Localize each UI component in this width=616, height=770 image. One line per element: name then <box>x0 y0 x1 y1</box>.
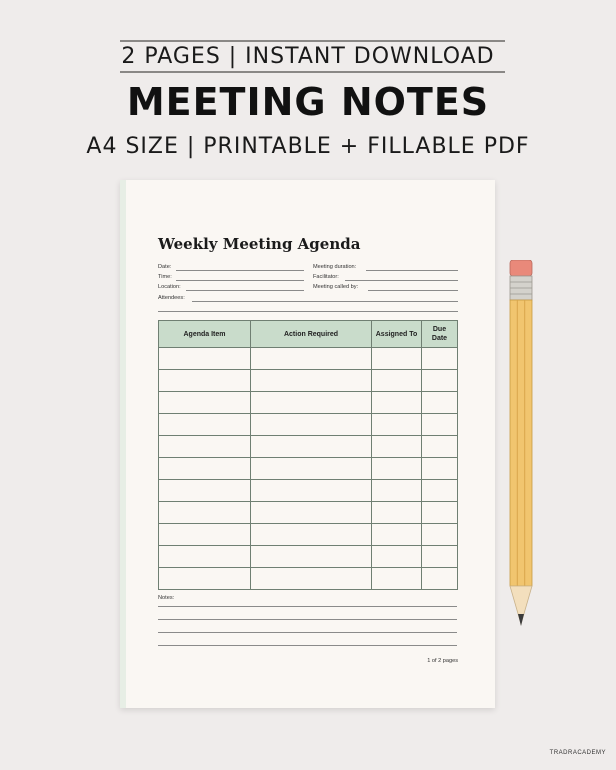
facilitator-label: Facilitator: <box>313 274 339 280</box>
pencil-icon <box>505 260 537 632</box>
assigned-to-cell[interactable] <box>372 414 422 436</box>
assigned-to-cell[interactable] <box>372 524 422 546</box>
due-date-cell[interactable] <box>422 436 458 458</box>
action-required-cell[interactable] <box>251 568 372 590</box>
attendees-field[interactable] <box>192 301 458 302</box>
agenda-item-cell[interactable] <box>159 414 251 436</box>
header-pages-line: 2 PAGES | INSTANT DOWNLOAD <box>121 44 495 69</box>
header-top-rule <box>120 40 505 42</box>
notes-line[interactable] <box>158 619 457 620</box>
agenda-table <box>158 320 458 590</box>
col-agenda-item: Agenda Item <box>159 321 251 348</box>
facilitator-field[interactable] <box>345 280 458 281</box>
agenda-item-cell[interactable] <box>159 348 251 370</box>
action-required-cell[interactable] <box>251 392 372 414</box>
called-by-label: Meeting called by: <box>313 284 359 290</box>
action-required-cell[interactable] <box>251 458 372 480</box>
agenda-item-cell[interactable] <box>159 370 251 392</box>
assigned-to-cell[interactable] <box>372 568 422 590</box>
table-row <box>159 392 458 414</box>
action-required-cell[interactable] <box>251 370 372 392</box>
action-required-cell[interactable] <box>251 436 372 458</box>
date-label: Date: <box>158 264 172 270</box>
action-required-cell[interactable] <box>251 502 372 524</box>
page-number: 1 of 2 pages <box>427 658 458 664</box>
duration-field[interactable] <box>366 270 458 271</box>
agenda-header-row <box>159 321 458 348</box>
notes-line[interactable] <box>158 606 457 607</box>
col-action-required: Action Required <box>251 321 372 348</box>
header-bottom-rule <box>120 71 505 73</box>
due-date-cell[interactable] <box>422 524 458 546</box>
brand-credit: TRADRACADEMY <box>549 750 606 756</box>
page-subtitle: A4 SIZE | PRINTABLE + FILLABLE PDF <box>86 134 530 159</box>
due-date-cell[interactable] <box>422 348 458 370</box>
action-required-cell[interactable] <box>251 524 372 546</box>
table-row <box>159 370 458 392</box>
agenda-item-cell[interactable] <box>159 546 251 568</box>
col-due-date <box>422 321 458 348</box>
col-assigned-to: Assigned To <box>372 321 422 348</box>
assigned-to-cell[interactable] <box>372 436 422 458</box>
agenda-item-cell[interactable] <box>159 458 251 480</box>
duration-label: Meeting duration: <box>313 264 357 270</box>
due-date-cell[interactable] <box>422 568 458 590</box>
table-row <box>159 568 458 590</box>
notes-line[interactable] <box>158 645 457 646</box>
agenda-body <box>159 348 458 590</box>
agenda-item-cell[interactable] <box>159 436 251 458</box>
date-field[interactable] <box>176 270 304 271</box>
time-field[interactable] <box>176 280 304 281</box>
called-by-field[interactable] <box>368 290 458 291</box>
due-date-cell[interactable] <box>422 502 458 524</box>
col-due-date-label: Due Date <box>431 326 448 342</box>
action-required-cell[interactable] <box>251 480 372 502</box>
table-row <box>159 458 458 480</box>
agenda-item-cell[interactable] <box>159 502 251 524</box>
attendees-label: Attendees: <box>158 295 185 301</box>
notes-label: Notes: <box>158 595 175 601</box>
table-row <box>159 436 458 458</box>
table-row <box>159 348 458 370</box>
due-date-cell[interactable] <box>422 414 458 436</box>
action-required-cell[interactable] <box>251 348 372 370</box>
assigned-to-cell[interactable] <box>372 370 422 392</box>
table-row <box>159 480 458 502</box>
due-date-cell[interactable] <box>422 546 458 568</box>
assigned-to-cell[interactable] <box>372 480 422 502</box>
due-date-cell[interactable] <box>422 480 458 502</box>
table-row <box>159 502 458 524</box>
due-date-cell[interactable] <box>422 370 458 392</box>
agenda-item-cell[interactable] <box>159 392 251 414</box>
agenda-item-cell[interactable] <box>159 480 251 502</box>
sheet-shadow-edge <box>120 180 126 708</box>
due-date-cell[interactable] <box>422 458 458 480</box>
assigned-to-cell[interactable] <box>372 392 422 414</box>
sheet-title: Weekly Meeting Agenda <box>158 235 361 253</box>
due-date-cell[interactable] <box>422 392 458 414</box>
page-title: MEETING NOTES <box>126 80 490 124</box>
time-label: Time: <box>158 274 172 280</box>
action-required-cell[interactable] <box>251 414 372 436</box>
location-label: Location: <box>158 284 181 290</box>
assigned-to-cell[interactable] <box>372 546 422 568</box>
notes-line[interactable] <box>158 632 457 633</box>
assigned-to-cell[interactable] <box>372 502 422 524</box>
location-field[interactable] <box>186 290 304 291</box>
attendees-field-line-2[interactable] <box>158 311 458 312</box>
agenda-item-cell[interactable] <box>159 568 251 590</box>
table-row <box>159 524 458 546</box>
action-required-cell[interactable] <box>251 546 372 568</box>
table-row <box>159 414 458 436</box>
table-row <box>159 546 458 568</box>
assigned-to-cell[interactable] <box>372 348 422 370</box>
agenda-item-cell[interactable] <box>159 524 251 546</box>
assigned-to-cell[interactable] <box>372 458 422 480</box>
